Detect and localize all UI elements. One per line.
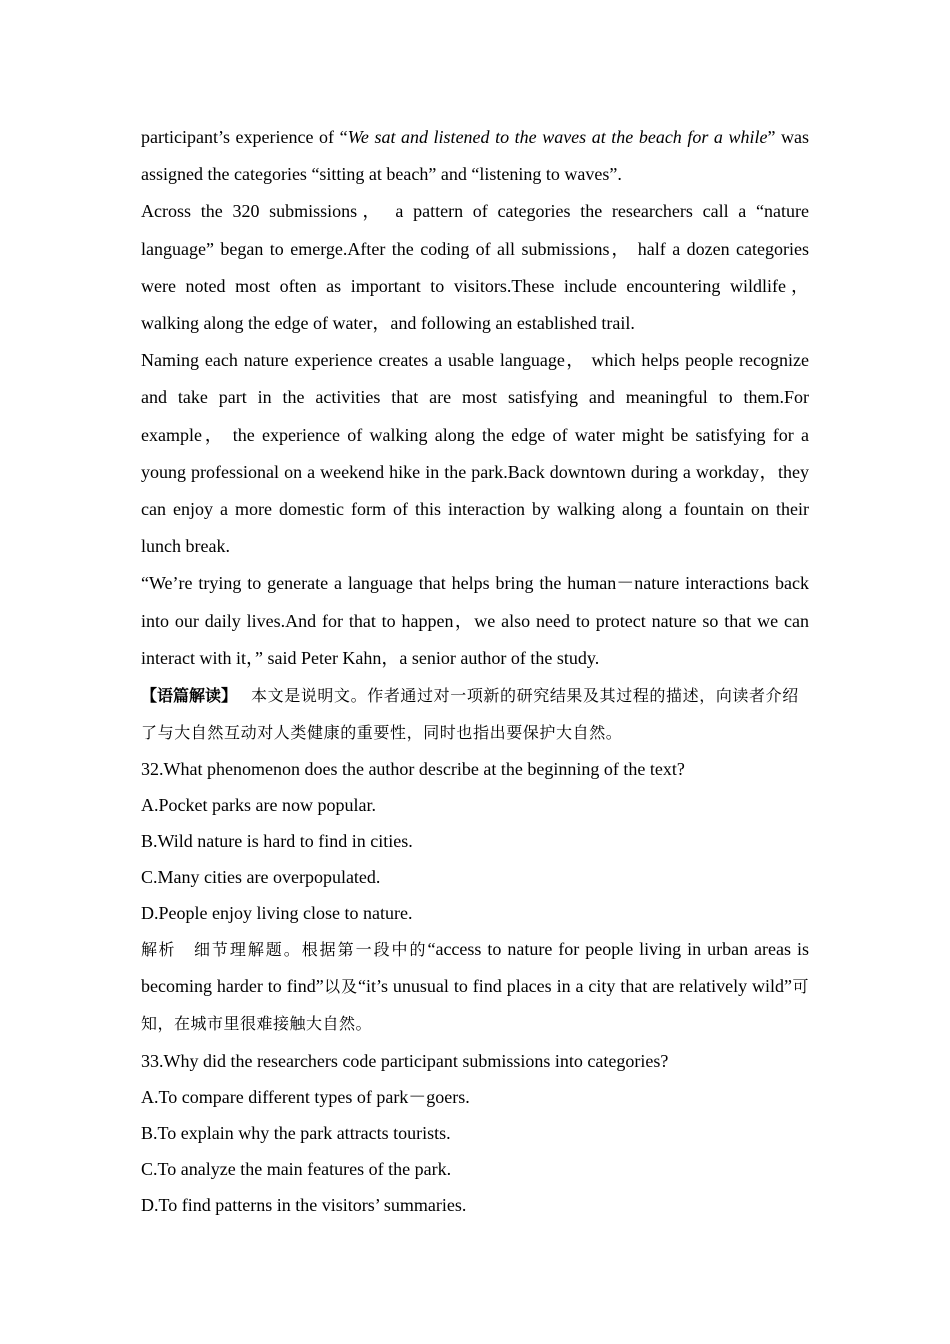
analysis-quote-2: “it’s unusual to find places in a city that are relatively wild” (358, 976, 793, 997)
question-33-option-d: D.To find patterns in the visitors’ summaries. (141, 1194, 467, 1215)
reading-note-label: 【语篇解读】 (141, 686, 238, 706)
question-32-option-a: A.Pocket parks are now popular. (141, 795, 376, 816)
passage-paragraph-1 (141, 119, 809, 193)
question-33-stem: 33.Why did the researchers code participant submissions into categories? (141, 1050, 669, 1071)
question-32-stem: 32.What phenomenon does the author describe at the beginning of the text? (141, 759, 685, 780)
question-32-analysis (141, 931, 809, 1043)
analysis-label: 解析 (141, 940, 176, 960)
document-page (141, 119, 809, 1223)
question-32-option-b: B.Wild nature is hard to find in cities. (141, 831, 413, 852)
analysis-text-1: 细节理解题。根据第一段中的 (193, 940, 428, 960)
passage-paragraph-2: Across the 320 submissions， a pattern of categories the researchers call a “nature language” began to emerge.After the coding of all submissions， half a dozen categories were noted most often as important to visitors.These include encountering wildlife，walking along the edge of water，and following an established trail. (141, 201, 809, 334)
question-33-option-c: C.To analyze the main features of the park. (141, 1158, 452, 1179)
passage-p1-italic-quote: We sat and listened to the waves at the beach for a while (347, 127, 768, 147)
reading-note-text: 本文是说明文。作者通过对一项新的研究结果及其过程的描述，向读者介绍了与大自然互动对人类健康的重要性，同时也指出要保护大自然。 (141, 686, 799, 743)
passage-p1-text-a: participant’s experience of “ (141, 127, 348, 147)
question-32 (141, 751, 809, 1043)
passage-p1-text-b: ” was assigned the categories “sitting at beach” and “listening to waves”. (141, 127, 810, 185)
analysis-quote-1: “access to nature for people living in urban areas is becoming harder to find” (141, 939, 809, 997)
question-33-option-a: A.To compare different types of park－goers. (141, 1086, 470, 1107)
reading-note (141, 677, 809, 751)
passage-paragraph-3: Naming each nature experience creates a usable language， which helps people recognize and take part in the activities that are most satisfying and meaningful to them.For example， the experience of walking along the edge of water might be satisfying for a young professional on a weekend hike in the park.Back downtown during a workday，they can enjoy a more domestic form of this interaction by walking along a fountain on their lunch break. (141, 350, 809, 557)
question-33-option-b: B.To explain why the park attracts tourists. (141, 1122, 451, 1143)
question-32-option-d: D.People enjoy living close to nature. (141, 903, 413, 924)
passage-paragraph-4: “We’re trying to generate a language that helps bring the human－nature interactions back into our daily lives.And for that to happen，we also need to protect nature so that we can interact with it，” said Peter Kahn，a senior author of the study. (141, 573, 809, 668)
analysis-text-3: 可知，在城市里很难接触大自然。 (141, 977, 809, 1034)
question-32-option-c: C.Many cities are overpopulated. (141, 867, 381, 888)
question-33 (141, 1043, 809, 1223)
analysis-text-2: 以及 (323, 977, 358, 997)
